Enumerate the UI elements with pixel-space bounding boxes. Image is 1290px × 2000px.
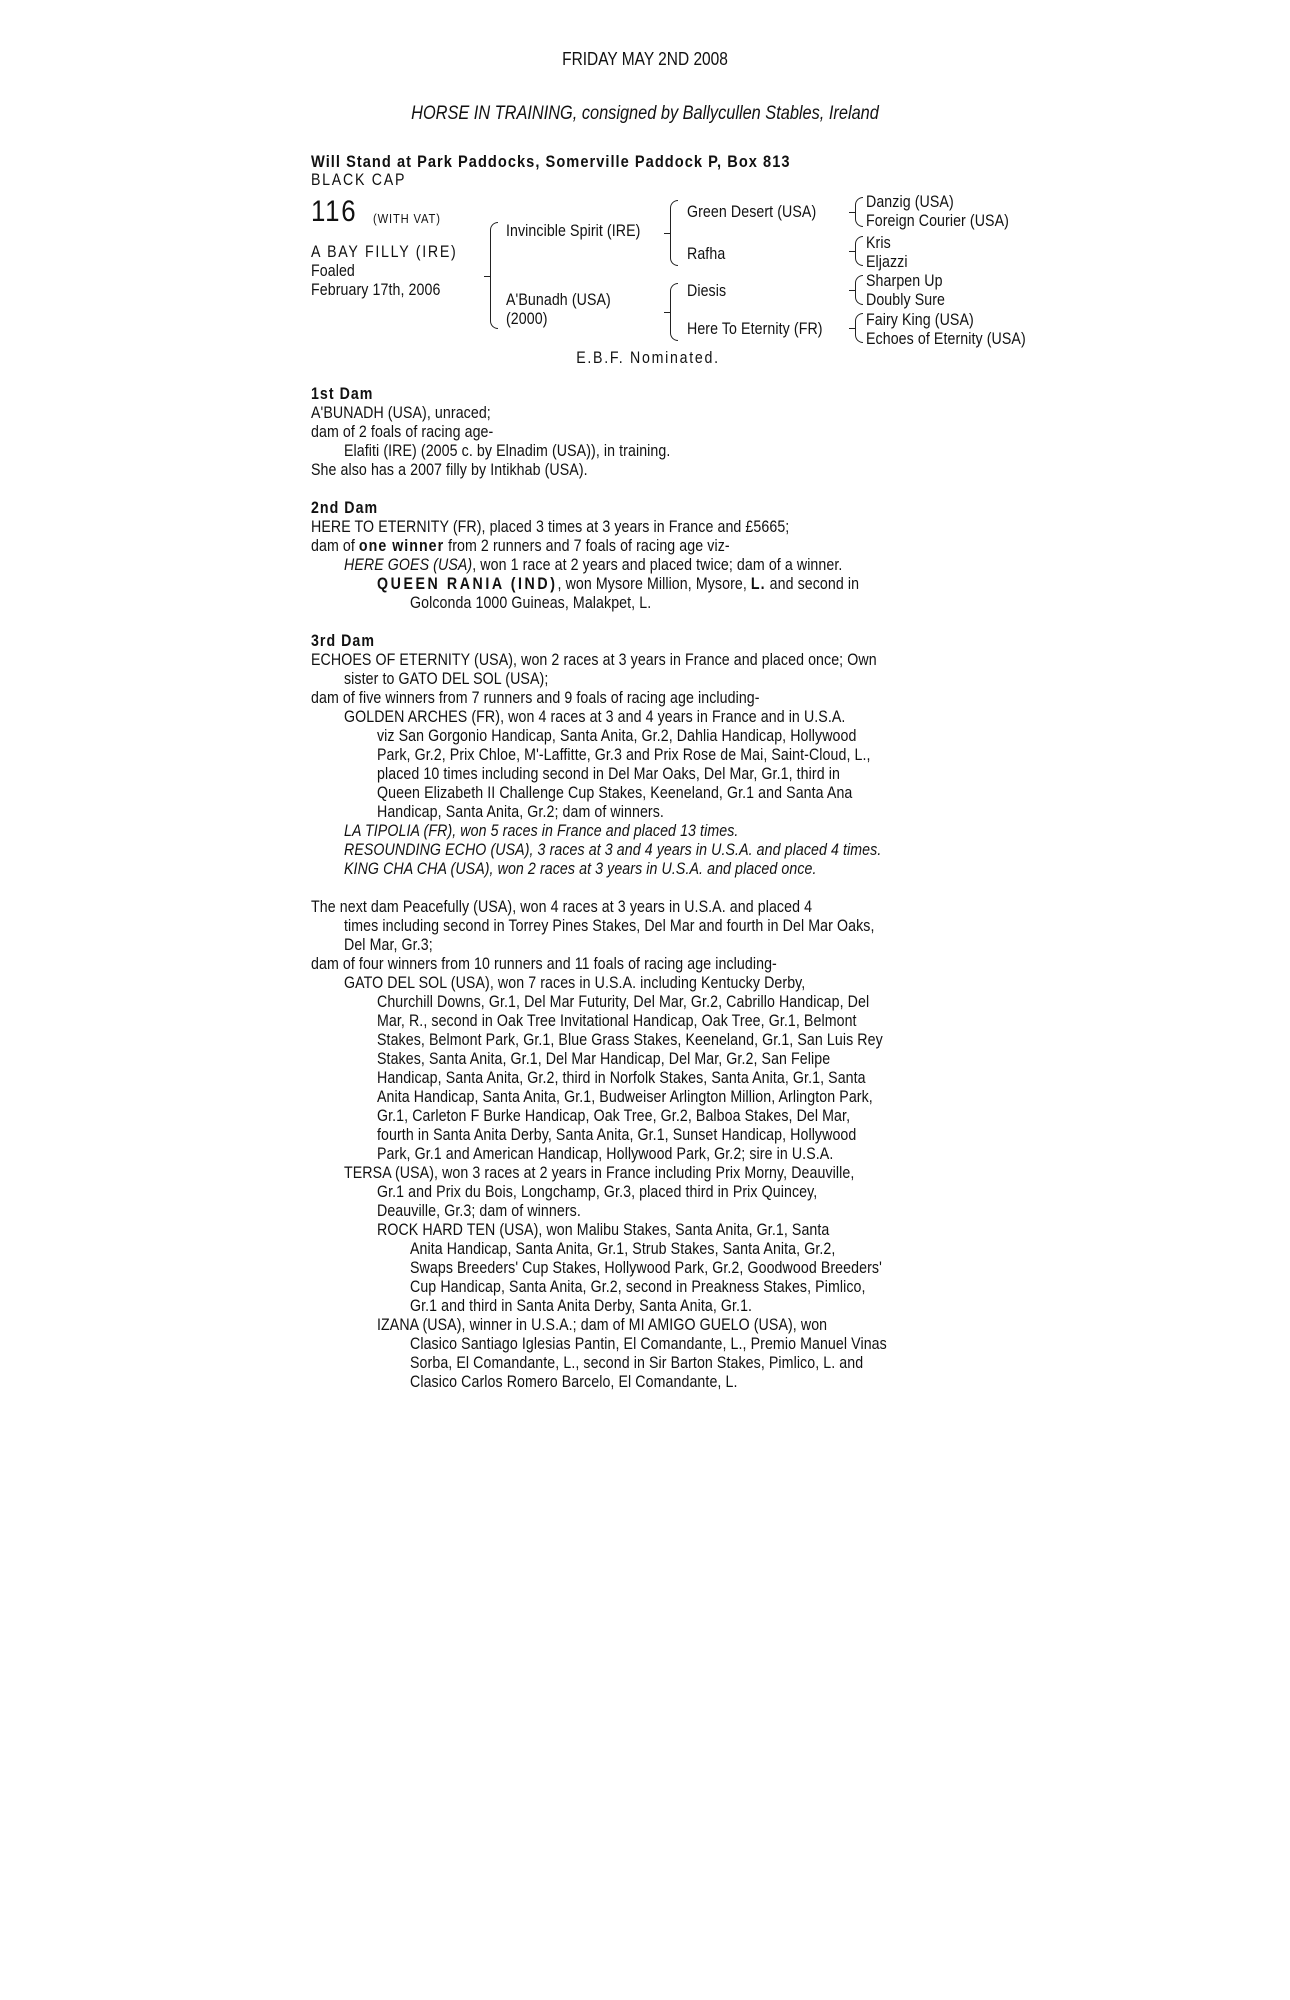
ebf-nominated: E.B.F. Nominated. [576, 349, 720, 367]
first-dam-line: A'BUNADH (USA), unraced; [311, 404, 491, 422]
consignment-subtitle: HORSE IN TRAINING, consigned by Ballycullen Stables, Ireland [411, 103, 879, 124]
foaled-date: February 17th, 2006 [311, 281, 441, 299]
vat-note: (WITH VAT) [373, 211, 441, 226]
first-dam-line: dam of 2 foals of racing age- [311, 423, 494, 441]
third-dam-line: LA TIPOLIA (FR), won 5 races in France and placed 13 times. [344, 822, 739, 840]
second-dam-line: QUEEN RANIA (IND), won Mysore Million, Mysore, L. and second in [377, 575, 860, 593]
pedigree-g6: Doubly Sure [866, 291, 946, 309]
pedigree-brace-g3 [855, 275, 863, 305]
pedigree-g7: Fairy King (USA) [866, 311, 974, 329]
next-dam-line: IZANA (USA), winner in U.S.A.; dam of MI AMIGO GUELO (USA), won [377, 1316, 828, 1334]
pedigree-g2: Foreign Courier (USA) [866, 212, 1009, 230]
third-dam-heading: 3rd Dam [311, 632, 376, 650]
pedigree-sire-sire: Green Desert (USA) [687, 203, 817, 221]
next-dam-line: Del Mar, Gr.3; [344, 936, 433, 954]
second-dam-line: HERE TO ETERNITY (FR), placed 3 times at 3 years in France and £5665; [311, 518, 790, 536]
next-dam-line: Park, Gr.1 and American Handicap, Hollywood Park, Gr.2; sire in U.S.A. [377, 1145, 834, 1163]
stand-location: Will Stand at Park Paddocks, Somerville Paddock P, Box 813 [311, 152, 791, 171]
next-dam-line: Stakes, Belmont Park, Gr.1, Blue Grass Stakes, Keeneland, Gr.1, San Luis Rey [377, 1031, 883, 1049]
pedigree-dam-year: (2000) [506, 310, 548, 328]
first-dam-heading: 1st Dam [311, 385, 374, 403]
next-dam-line: GATO DEL SOL (USA), won 7 races in U.S.A. including Kentucky Derby, [344, 974, 806, 992]
third-dam-line: KING CHA CHA (USA), won 2 races at 3 years in U.S.A. and placed once. [344, 860, 817, 878]
pedigree-brace-sire [670, 200, 678, 266]
first-dam-line: She also has a 2007 filly by Intikhab (USA). [311, 461, 588, 479]
pedigree-g8: Echoes of Eternity (USA) [866, 330, 1026, 348]
next-dam-line: fourth in Santa Anita Derby, Santa Anita, Gr.1, Sunset Handicap, Hollywood [377, 1126, 857, 1144]
next-dam-line: Gr.1 and Prix du Bois, Longchamp, Gr.3, placed third in Prix Quincey, [377, 1183, 818, 1201]
pedigree-g5: Sharpen Up [866, 272, 943, 290]
next-dam-line: ROCK HARD TEN (USA), won Malibu Stakes, Santa Anita, Gr.1, Santa [377, 1221, 830, 1239]
third-dam-line: RESOUNDING ECHO (USA), 3 races at 3 and 4 years in U.S.A. and placed 4 times. [344, 841, 882, 859]
third-dam-line: placed 10 times including second in Del Mar Oaks, Del Mar, Gr.1, third in [377, 765, 840, 783]
next-dam-line: Deauville, Gr.3; dam of winners. [377, 1202, 581, 1220]
second-dam-line: HERE GOES (USA), won 1 race at 2 years and placed twice; dam of a winner. [344, 556, 843, 574]
pedigree-dam-dam: Here To Eternity (FR) [687, 320, 823, 338]
pedigree-brace-main [490, 222, 498, 329]
next-dam-line: Gr.1 and third in Santa Anita Derby, Santa Anita, Gr.1. [410, 1297, 753, 1315]
lot-number: 116 [311, 195, 358, 228]
pedigree-g4: Eljazzi [866, 253, 908, 271]
pedigree-brace-g1 [855, 197, 863, 227]
third-dam-line: Queen Elizabeth II Challenge Cup Stakes, Keeneland, Gr.1 and Santa Ana [377, 784, 853, 802]
pedigree-dam-sire: Diesis [687, 282, 727, 300]
next-dam-line: Clasico Carlos Romero Barcelo, El Comandante, L. [410, 1373, 738, 1391]
next-dam-line: Anita Handicap, Santa Anita, Gr.1, Budweiser Arlington Million, Arlington Park, [377, 1088, 873, 1106]
sale-date: FRIDAY MAY 2ND 2008 [562, 49, 728, 69]
foaled-label: Foaled [311, 262, 355, 280]
pedigree-brace-dam [670, 283, 678, 341]
cap-colour: BLACK CAP [311, 171, 407, 189]
pedigree-sire-dam: Rafha [687, 245, 726, 263]
pedigree-g3: Kris [866, 234, 891, 252]
third-dam-line: dam of five winners from 7 runners and 9 foals of racing age including- [311, 689, 760, 707]
pedigree-sire: Invincible Spirit (IRE) [506, 222, 641, 240]
next-dam-line: Gr.1, Carleton F Burke Handicap, Oak Tree, Gr.2, Balboa Stakes, Del Mar, [377, 1107, 851, 1125]
pedigree-g1: Danzig (USA) [866, 193, 954, 211]
next-dam-line: dam of four winners from 10 runners and 11 foals of racing age including- [311, 955, 777, 973]
pedigree-dam: A'Bunadh (USA) [506, 291, 611, 309]
third-dam-line: viz San Gorgonio Handicap, Santa Anita, Gr.2, Dahlia Handicap, Hollywood [377, 727, 857, 745]
second-dam-line: dam of one winner from 2 runners and 7 foals of racing age viz- [311, 537, 730, 555]
next-dam-line: Swaps Breeders' Cup Stakes, Hollywood Park, Gr.2, Goodwood Breeders' [410, 1259, 882, 1277]
next-dam-line: Handicap, Santa Anita, Gr.2, third in Norfolk Stakes, Santa Anita, Gr.1, Santa [377, 1069, 866, 1087]
next-dam-line: Churchill Downs, Gr.1, Del Mar Futurity, Del Mar, Gr.2, Cabrillo Handicap, Del [377, 993, 870, 1011]
next-dam-line: Sorba, El Comandante, L., second in Sir Barton Stakes, Pimlico, L. and [410, 1354, 864, 1372]
second-dam-heading: 2nd Dam [311, 499, 379, 517]
next-dam-line: Stakes, Santa Anita, Gr.1, Del Mar Handicap, Del Mar, Gr.2, San Felipe [377, 1050, 831, 1068]
horse-description: A BAY FILLY (IRE) [311, 243, 458, 261]
pedigree-brace-g2 [855, 236, 863, 266]
next-dam-line: Clasico Santiago Iglesias Pantin, El Comandante, L., Premio Manuel Vinas [410, 1335, 887, 1353]
third-dam-line: GOLDEN ARCHES (FR), won 4 races at 3 and 4 years in France and in U.S.A. [344, 708, 846, 726]
third-dam-line: Park, Gr.2, Prix Chloe, M'-Laffitte, Gr.3 and Prix Rose de Mai, Saint-Cloud, L., [377, 746, 871, 764]
next-dam-line: The next dam Peacefully (USA), won 4 races at 3 years in U.S.A. and placed 4 [311, 898, 813, 916]
pedigree-brace-g4 [855, 313, 863, 343]
third-dam-line: Handicap, Santa Anita, Gr.2; dam of winners. [377, 803, 664, 821]
first-dam-line: Elafiti (IRE) (2005 c. by Elnadim (USA)), in training. [344, 442, 671, 460]
next-dam-line: Anita Handicap, Santa Anita, Gr.1, Strub Stakes, Santa Anita, Gr.2, [410, 1240, 836, 1258]
next-dam-line: TERSA (USA), won 3 races at 2 years in France including Prix Morny, Deauville, [344, 1164, 855, 1182]
next-dam-line: Mar, R., second in Oak Tree Invitational Handicap, Oak Tree, Gr.1, Belmont [377, 1012, 857, 1030]
third-dam-line: ECHOES OF ETERNITY (USA), won 2 races at 3 years in France and placed once; Own [311, 651, 877, 669]
next-dam-line: times including second in Torrey Pines Stakes, Del Mar and fourth in Del Mar Oaks, [344, 917, 875, 935]
third-dam-line: sister to GATO DEL SOL (USA); [344, 670, 549, 688]
next-dam-line: Cup Handicap, Santa Anita, Gr.2, second in Preakness Stakes, Pimlico, [410, 1278, 866, 1296]
second-dam-line: Golconda 1000 Guineas, Malakpet, L. [410, 594, 652, 612]
